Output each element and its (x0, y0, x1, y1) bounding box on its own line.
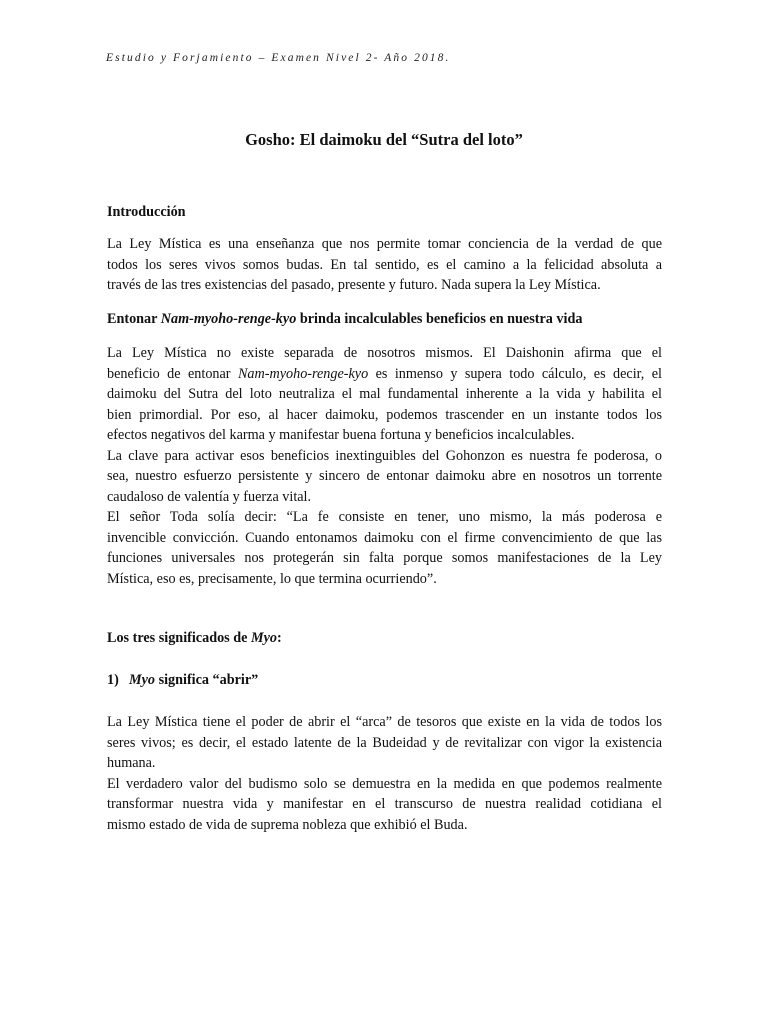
text-line: El verdadero valor del budismo solo se demuestra en la medida en que podemos realmente (107, 775, 662, 792)
open-paragraph-2 (107, 774, 662, 836)
document-title: Gosho: El daimoku del “Sutra del loto” (245, 130, 523, 149)
section-heading-benefits: Entonar Nam-myoho-renge-kyo brinda incalculables beneficios en nuestra vida (107, 311, 583, 327)
text-line: invencible convicción. Cuando entonamos daimoku con el firme convencimiento de que las (107, 529, 662, 546)
benefits-paragraph-3 (107, 507, 662, 589)
text-line: mismo estado de vida de suprema nobleza que exhibió el Buda. (107, 816, 468, 833)
text-line: transformar nuestra vida y manifestar en el transcurso de nuestra realidad cotidiana el (107, 796, 662, 812)
text-line: La Ley Mística tiene el poder de abrir el “arca” de tesoros que existe en la vida de todos los (107, 714, 662, 730)
benefits-paragraph-1 (107, 343, 662, 446)
list-item-open: 1) Myo significa “abrir” (107, 672, 259, 688)
text-line: beneficio de entonar Nam-myoho-renge-kyo es inmenso y supera todo cálculo, es decir, el (107, 365, 662, 382)
text-line: humana. (107, 755, 156, 771)
benefits-paragraph-2 (107, 446, 662, 508)
text-line: bien primordial. Por eso, al hacer daimoku, podemos trascender en un instante todos los (107, 406, 662, 423)
text-line: La Ley Mística es una enseñanza que nos permite tomar conciencia de la verdad de que (107, 236, 662, 252)
text-line: Mística, eso es, precisamente, lo que termina ocurriendo”. (107, 570, 437, 587)
section-heading-meanings: Los tres significados de Myo: (107, 630, 282, 646)
text-line: seres vivos; es decir, el estado latente de la Budeidad y de revitalizar con vigor la existencia (107, 734, 662, 751)
text-line: daimoku del Sutra del loto neutraliza el mal fundamental inherente a la vida y habilita el (107, 386, 662, 402)
text-line: La clave para activar esos beneficios inextinguibles del Gohonzon es nuestra fe poderosa, o (107, 447, 662, 464)
text-line: El señor Toda solía decir: “La fe consiste en tener, uno mismo, la más poderosa e (107, 509, 662, 525)
intro-heading: Introducción (107, 204, 186, 220)
open-paragraph-1 (107, 712, 662, 774)
text-line: efectos negativos del karma y manifestar buena fortuna y beneficios incalculables. (107, 427, 575, 443)
text-line: caudaloso de valentía y fuerza vital. (107, 488, 312, 505)
intro-paragraph (107, 234, 662, 296)
text-line: La Ley Mística no existe separada de nosotros mismos. El Daishonin afirma que el (107, 345, 662, 361)
text-line: funciones universales nos protegerán sin falta porque somos manifestaciones de la Ley (107, 550, 662, 566)
list-number: 1) (107, 672, 119, 688)
text-line: través de las tres existencias del pasado, presente y futuro. Nada supera la Ley Mística. (107, 277, 601, 293)
text-line: todos los seres vivos somos budas. En tal sentido, es el camino a la felicidad absoluta a (107, 256, 662, 273)
running-header: Estudio y Forjamiento – Examen Nivel 2- Año 2018. (106, 52, 451, 64)
text-line: sea, nuestro esfuerzo persistente y sincero de entonar daimoku abre en nosotros un torrente (107, 468, 662, 484)
